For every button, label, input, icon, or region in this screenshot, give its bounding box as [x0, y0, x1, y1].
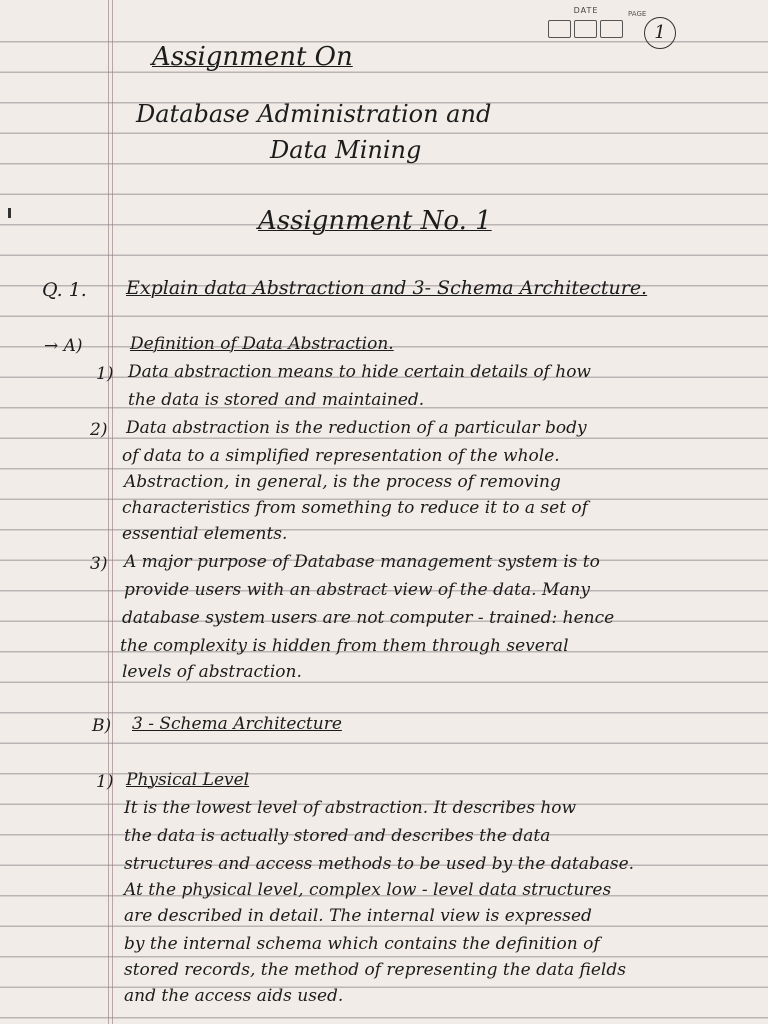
- section-title: 3 - Schema Architecture: [132, 714, 342, 734]
- text-line: At the physical level, complex low - level data structures: [124, 880, 612, 900]
- text-line: the data is stored and maintained.: [128, 390, 425, 410]
- question-label: Q. 1.: [42, 279, 87, 301]
- text-line: stored records, the method of representing the data fields: [124, 960, 626, 980]
- question-text: Explain data Abstraction and 3- Schema Architecture.: [126, 277, 648, 299]
- item-number: 1): [96, 772, 114, 792]
- page-label: PAGE: [628, 10, 647, 18]
- heading-line: Assignment No. 1: [258, 206, 492, 236]
- text-line: Data abstraction is the reduction of a particular body: [126, 418, 587, 438]
- margin-line: [112, 0, 113, 1024]
- text-line: the complexity is hidden from them through several: [120, 636, 569, 656]
- text-line: are described in detail. The internal view is expressed: [124, 906, 592, 926]
- text-line: structures and access methods to be used by the database.: [124, 854, 635, 874]
- subsection-title: Physical Level: [126, 770, 250, 790]
- text-line: database system users are not computer - trained: hence: [122, 608, 615, 628]
- item-number: 2): [90, 420, 108, 440]
- heading-line: Data Mining: [270, 136, 422, 164]
- item-number: 3): [90, 554, 108, 574]
- text-line: levels of abstraction.: [122, 662, 302, 682]
- text-line: of data to a simplified representation of the whole.: [122, 446, 560, 466]
- text-line: by the internal schema which contains the definition of: [124, 934, 600, 954]
- date-box: [546, 6, 626, 46]
- date-label: DATE: [573, 6, 599, 15]
- text-line: Abstraction, in general, is the process of removing: [124, 472, 561, 492]
- text-line: the data is actually stored and describes the data: [124, 826, 551, 846]
- text-line: essential elements.: [122, 524, 288, 544]
- text-line: and the access aids used.: [124, 986, 344, 1006]
- section-title: Definition of Data Abstraction.: [130, 334, 394, 354]
- margin-mark: [8, 208, 11, 218]
- section-label: → A): [44, 336, 83, 356]
- text-line: It is the lowest level of abstraction. It describes how: [124, 798, 577, 818]
- section-label: B): [92, 716, 112, 736]
- text-line: A major purpose of Database management system is to: [124, 552, 600, 572]
- page-number: 1: [644, 17, 676, 49]
- margin-line: [108, 0, 109, 1024]
- date-cells: [548, 20, 623, 38]
- item-number: 1): [96, 364, 114, 384]
- text-line: Data abstraction means to hide certain details of how: [128, 362, 591, 382]
- text-line: provide users with an abstract view of the data. Many: [124, 580, 590, 600]
- text-line: characteristics from something to reduce it to a set of: [122, 498, 588, 518]
- heading-line: Assignment On: [152, 42, 353, 72]
- heading-line: Database Administration and: [136, 100, 492, 128]
